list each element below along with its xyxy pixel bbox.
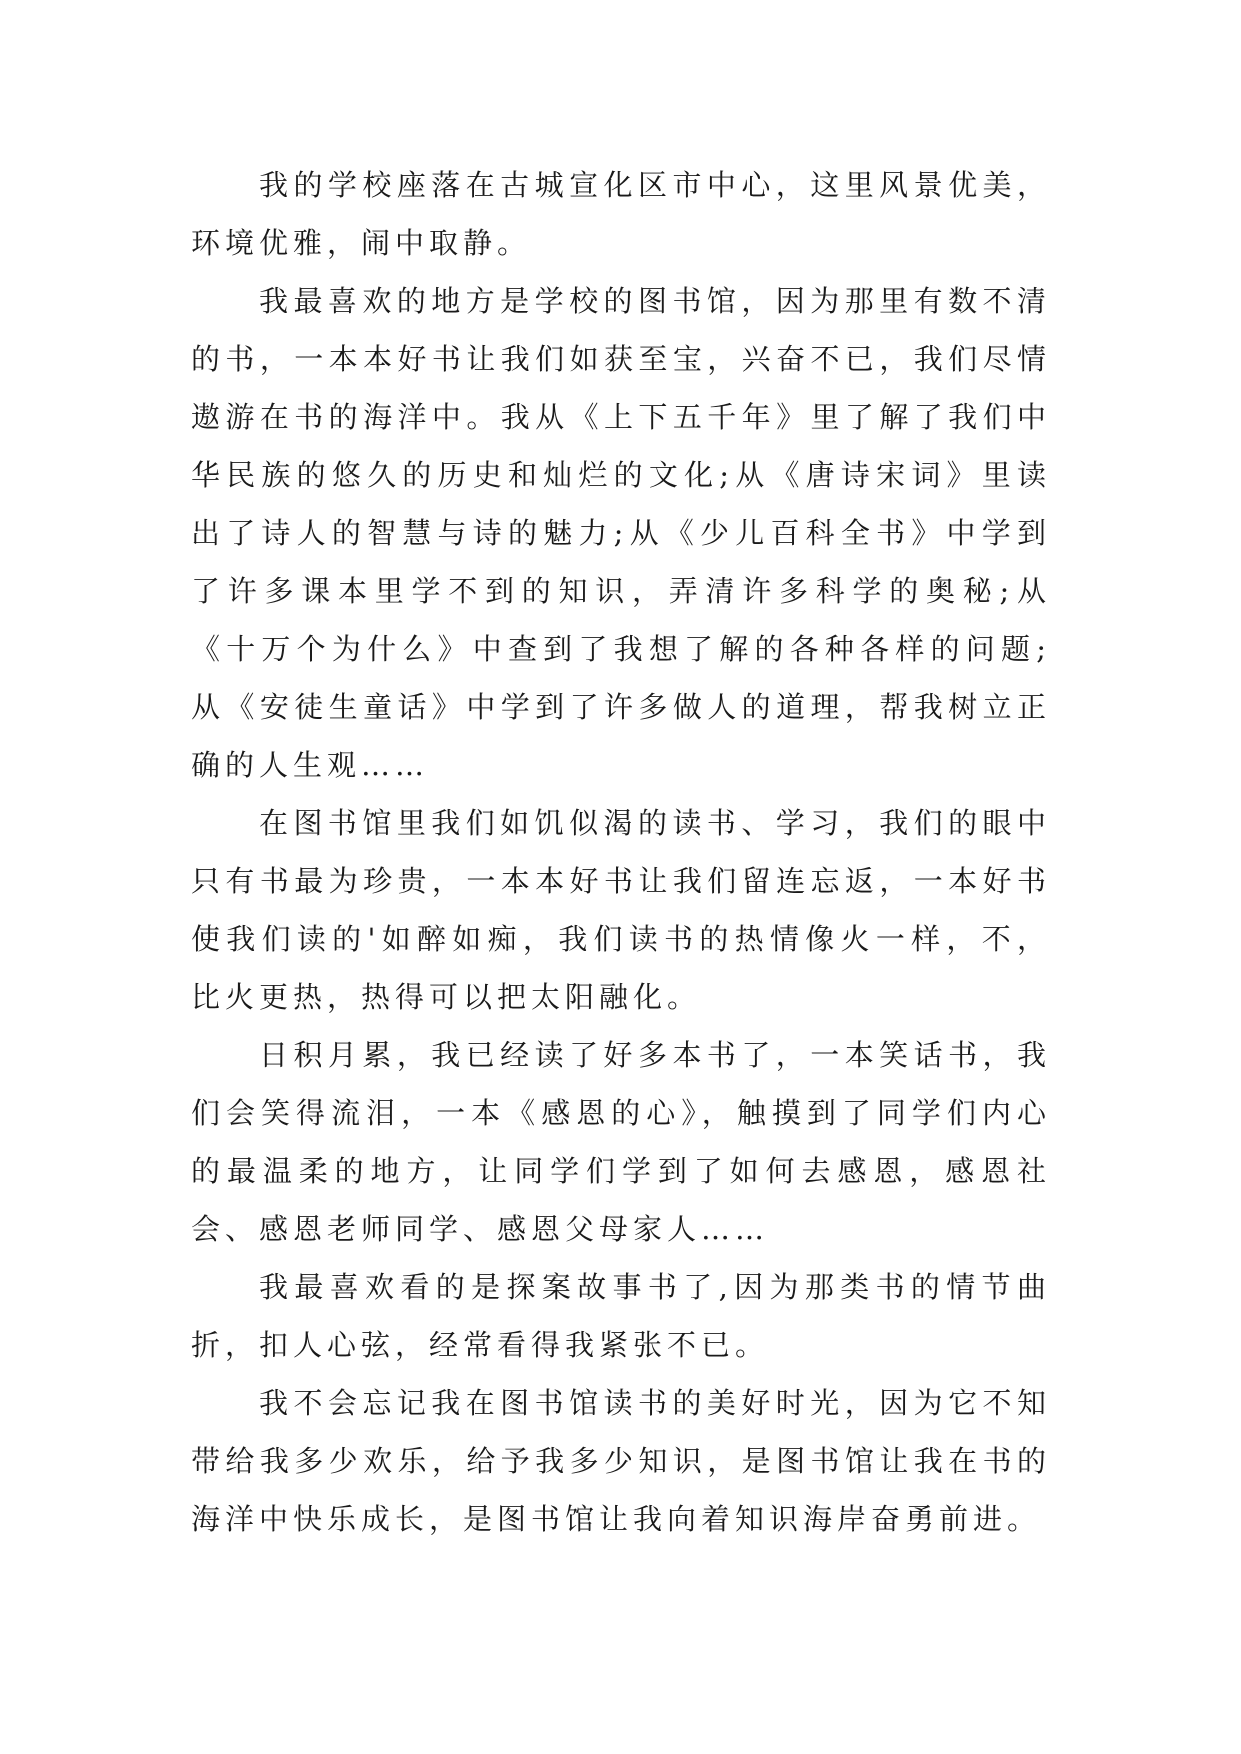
paragraph-3: 在图书馆里我们如饥似渴的读书、学习，我们的眼中只有书最为珍贵，一本本好书让我们留连忘返，一本好书使我们读的'如醉如痴，我们读书的热情像火一样，不，比火更热，热得可以把太阳融化。 — [191, 806, 1051, 1014]
essay-body — [191, 156, 1051, 1548]
paragraph-1: 我的学校座落在古城宣化区市中心，这里风景优美，环境优雅，闹中取静。 — [191, 168, 1051, 260]
paragraph-6: 我不会忘记我在图书馆读书的美好时光，因为它不知带给我多少欢乐，给予我多少知识，是图书馆让我在书的海洋中快乐成长，是图书馆让我向着知识海岸奋勇前进。 — [191, 1386, 1051, 1536]
paragraph-2: 我最喜欢的地方是学校的图书馆，因为那里有数不清的书，一本本好书让我们如获至宝，兴奋不已，我们尽情遨游在书的海洋中。我从《上下五千年》里了解了我们中华民族的悠久的历史和灿烂的文化;从《唐诗宋词》里读出了诗人的智慧与诗的魅力;从《少儿百科全书》中学到了许多课本里学不到的知识，弄清许多科学的奥秘;从《十万个为什么》中查到了我想了解的各种各样的问题;从《安徒生童话》中学到了许多做人的道理，帮我树立正确的人生观…… — [191, 284, 1051, 782]
paragraph-5: 我最喜欢看的是探案故事书了,因为那类书的情节曲折，扣人心弦，经常看得我紧张不已。 — [191, 1270, 1051, 1362]
paragraph-4: 日积月累，我已经读了好多本书了，一本笑话书，我们会笑得流泪，一本《感恩的心》，触摸到了同学们内心的最温柔的地方，让同学们学到了如何去感恩，感恩社会、感恩老师同学、感恩父母家人…… — [191, 1038, 1051, 1246]
